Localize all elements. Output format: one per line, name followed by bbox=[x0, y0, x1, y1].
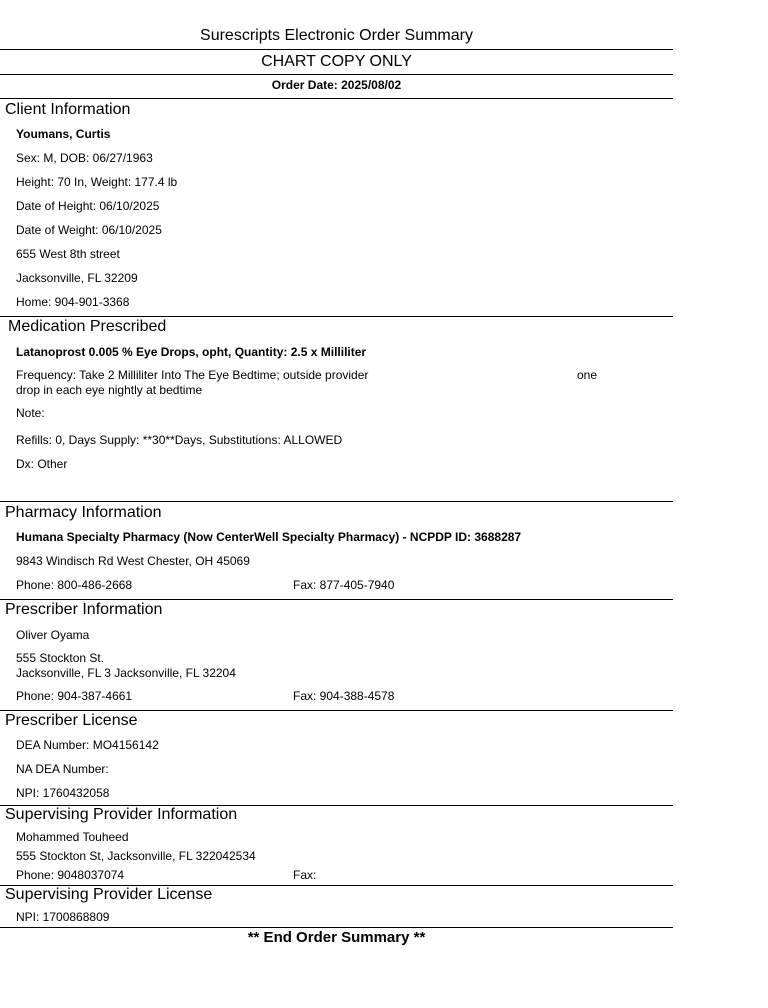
client-name: Youmans, Curtis bbox=[16, 127, 111, 141]
license-npi: NPI: 1760432058 bbox=[16, 786, 110, 800]
license-heading: Prescriber License bbox=[5, 712, 138, 729]
supervising-phone: Phone: 9048037074 bbox=[16, 868, 125, 882]
pharmacy-name: Humana Specialty Pharmacy (Now CenterWell Specialty Pharmacy) - NCPDP ID: 3688287 bbox=[16, 530, 522, 544]
pharmacy-address: 9843 Windisch Rd West Chester, OH 45069 bbox=[16, 554, 250, 568]
supervising-fax: Fax: bbox=[293, 868, 317, 882]
client-home-phone: Home: 904-901-3368 bbox=[16, 295, 130, 309]
license-dea: DEA Number: MO4156142 bbox=[16, 738, 159, 752]
divider bbox=[0, 98, 673, 99]
client-height-weight: Height: 70 In, Weight: 177.4 lb bbox=[16, 175, 178, 189]
prescriber-name: Oliver Oyama bbox=[16, 628, 90, 642]
divider bbox=[0, 49, 673, 50]
divider bbox=[0, 599, 673, 600]
client-street: 655 West 8th street bbox=[16, 247, 120, 261]
client-heading: Client Information bbox=[5, 101, 131, 118]
supervising-name: Mohammed Touheed bbox=[16, 830, 129, 844]
medication-frequency-line2: drop in each eye nightly at bedtime bbox=[16, 383, 203, 397]
medication-frequency: Frequency: Take 2 Milliliter Into The Eye Bedtime; outside provider bbox=[16, 368, 369, 382]
prescriber-city: Jacksonville, FL 3 Jacksonville, FL 32204 bbox=[16, 666, 236, 680]
client-sex-dob: Sex: M, DOB: 06/27/1963 bbox=[16, 151, 153, 165]
medication-name: Latanoprost 0.005 % Eye Drops, opht, Quantity: 2.5 x Milliliter bbox=[16, 345, 367, 359]
pharmacy-heading: Pharmacy Information bbox=[5, 504, 162, 521]
divider bbox=[0, 316, 673, 317]
supervising-license-heading: Supervising Provider License bbox=[5, 886, 213, 903]
license-na-dea: NA DEA Number: bbox=[16, 762, 109, 776]
medication-note: Note: bbox=[16, 406, 45, 420]
medication-refills: Refills: 0, Days Supply: **30**Days, Substitutions: ALLOWED bbox=[16, 433, 343, 447]
pharmacy-phone: Phone: 800-486-2668 bbox=[16, 578, 133, 592]
medication-frequency-cont: one bbox=[577, 368, 598, 382]
medication-heading: Medication Prescribed bbox=[8, 318, 167, 335]
end-summary: ** End Order Summary ** bbox=[247, 929, 426, 946]
prescriber-fax: Fax: 904-388-4578 bbox=[293, 689, 395, 703]
prescriber-street: 555 Stockton St. bbox=[16, 651, 105, 665]
divider bbox=[0, 74, 673, 75]
divider bbox=[0, 501, 673, 502]
document-title: Surescripts Electronic Order Summary bbox=[200, 27, 473, 44]
supervising-address: 555 Stockton St, Jacksonville, FL 322042534 bbox=[16, 849, 256, 863]
supervising-license-npi: NPI: 1700868809 bbox=[16, 910, 110, 924]
order-date: Order Date: 2025/08/02 bbox=[271, 78, 402, 92]
pharmacy-fax: Fax: 877-405-7940 bbox=[293, 578, 395, 592]
prescriber-heading: Prescriber Information bbox=[5, 601, 163, 618]
divider bbox=[0, 927, 673, 928]
client-city: Jacksonville, FL 32209 bbox=[16, 271, 138, 285]
supervising-heading: Supervising Provider Information bbox=[5, 806, 238, 823]
prescriber-phone: Phone: 904-387-4661 bbox=[16, 689, 133, 703]
medication-dx: Dx: Other bbox=[16, 457, 68, 471]
chart-copy-label: CHART COPY ONLY bbox=[261, 53, 412, 70]
client-date-weight: Date of Weight: 06/10/2025 bbox=[16, 223, 162, 237]
client-date-height: Date of Height: 06/10/2025 bbox=[16, 199, 160, 213]
divider bbox=[0, 710, 673, 711]
